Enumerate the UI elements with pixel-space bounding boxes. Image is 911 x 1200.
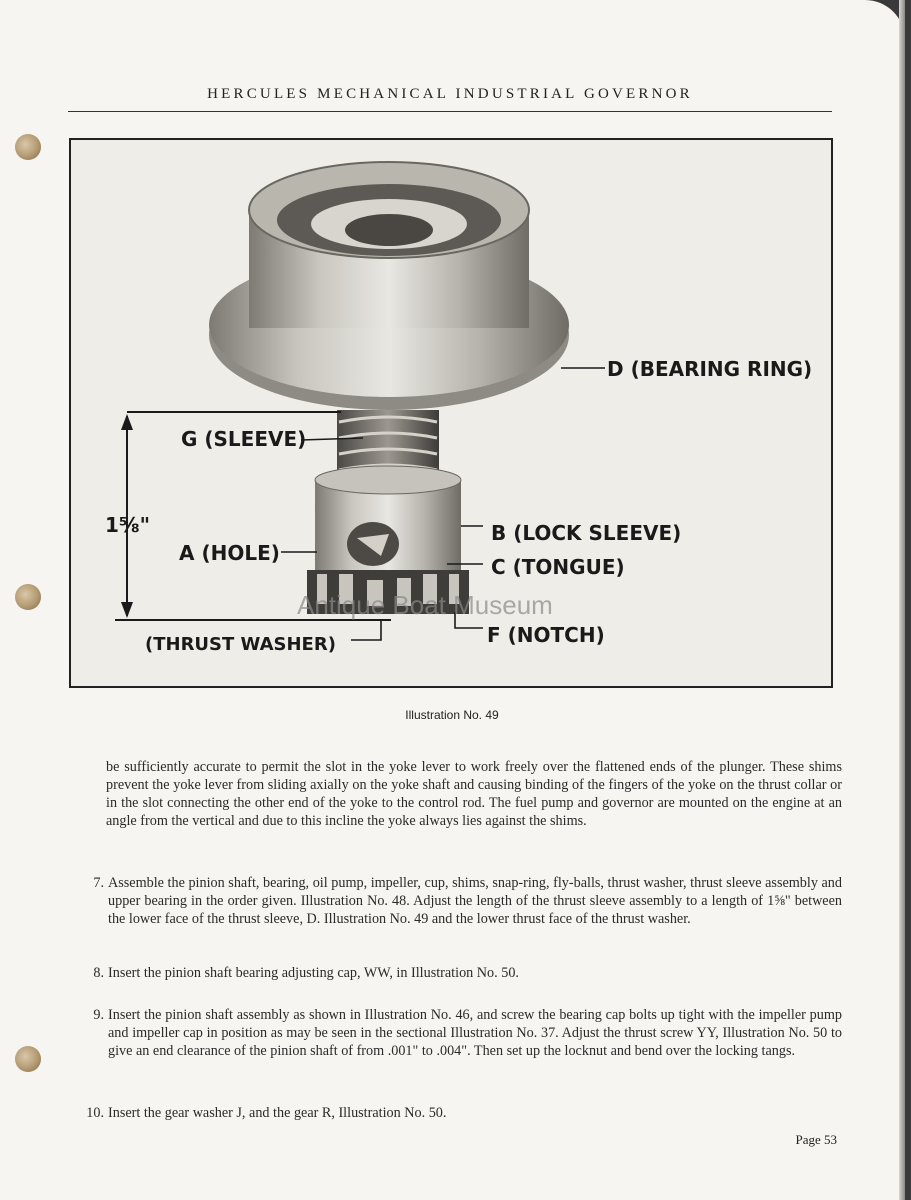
governor-photo [71, 140, 831, 686]
binder-hole [15, 584, 41, 610]
step-number: 7. [93, 875, 104, 891]
step-text: Insert the pinion shaft bearing adjusting cap, WW, in Illustration No. 50. [108, 965, 519, 981]
label-f-notch: F (NOTCH) [487, 623, 605, 647]
step-text: Insert the gear washer J, and the gear R, Illustration No. 50. [108, 1105, 447, 1121]
dimension-label: 1⅝" [105, 513, 151, 537]
label-b-lock-sleeve: B (LOCK SLEEVE) [491, 521, 682, 545]
step-text: Assemble the pinion shaft, bearing, oil pump, impeller, cup, shims, snap-ring, fly-balls, thrust washer, thrust sleeve assembly and upper bearing in the order given. Illustration No. 48. Adjust the length of the thrust sleeve assembly to a length of 1⅝" between the lower face of the thrust sleeve, D. Illustration No. 49 and the lower thrust face of the thrust washer. [108, 875, 842, 927]
label-c-tongue: C (TONGUE) [491, 555, 625, 579]
lock-sleeve-top [315, 466, 461, 494]
dimension-arrow-down [121, 602, 133, 618]
label-thrust-washer: (THRUST WASHER) [145, 634, 336, 655]
intro-paragraph: be sufficiently accurate to permit the slot in the yoke lever to work freely over the flattened ends of the plunger. These shims prevent the yoke lever from sliding axially on the yoke shaft and causing binding of the fingers of the yoke on the thrust collar or in the slot connecting the other end of the yoke to the control rod. The fuel pump and governor are mounted on the engine at an angle from the vertical and due to this incline the yoke always lies against the shims. [106, 759, 842, 829]
step-number: 8. [93, 965, 104, 981]
label-a-hole: A (HOLE) [179, 541, 280, 565]
step-number: 10. [86, 1105, 104, 1121]
dimension-arrow-up [121, 414, 133, 430]
illustration-figure [69, 138, 833, 688]
figure-caption: Illustration No. 49 [405, 708, 499, 722]
label-d-bearing-ring: D (BEARING RING) [607, 357, 813, 381]
watermark: Antique Boat Museum [297, 590, 553, 620]
binder-hole [15, 1046, 41, 1072]
step-text: Insert the pinion shaft assembly as shown in Illustration No. 46, and screw the bearing cap bolts up tight with the impeller pump and impeller cap in position as may be seen in the sectional Illustration No. 37. Adjust the thrust screw YY, Illustration No. 50 to give an end clearance of the pinion shaft of from .001" to .004". Then set up the locknut and bend over the locking tangs. [108, 1007, 842, 1059]
bearing-bore [345, 214, 433, 246]
header-rule [68, 111, 832, 112]
binder-hole [15, 134, 41, 160]
page-edge [899, 0, 905, 1200]
page-header: HERCULES MECHANICAL INDUSTRIAL GOVERNOR [207, 86, 693, 102]
step-number: 9. [93, 1007, 104, 1023]
label-g-sleeve: G (SLEEVE) [181, 427, 307, 451]
page-number: Page 53 [795, 1132, 837, 1147]
